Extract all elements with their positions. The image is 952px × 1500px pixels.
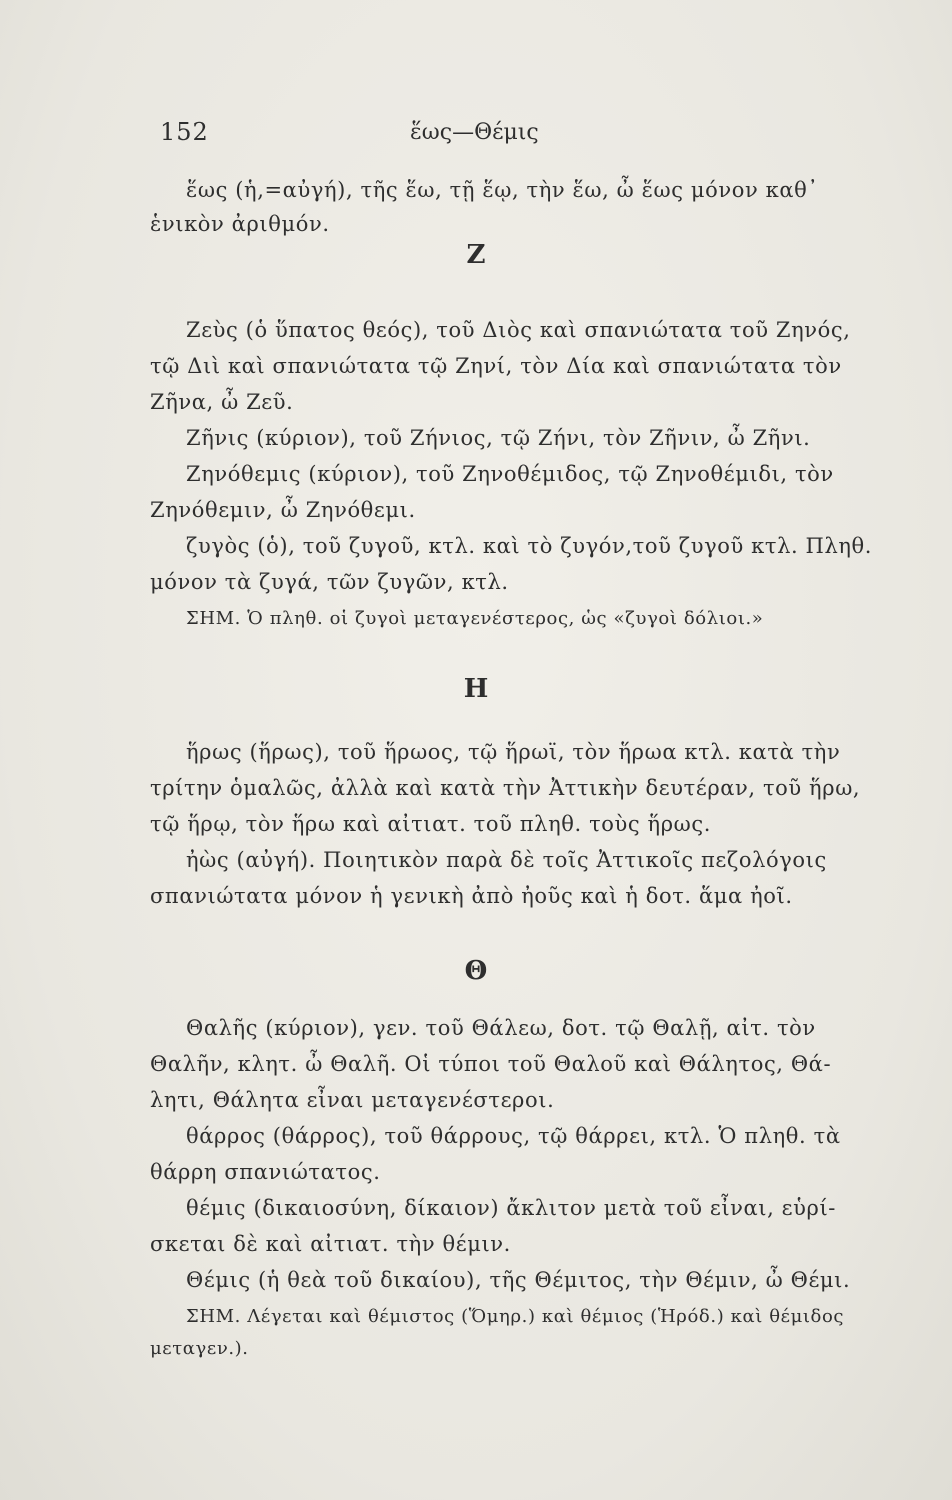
entry-line: σκεται δὲ καὶ αἰτιατ. τὴν θέμιν. [150,1232,511,1256]
page-header [160,118,860,158]
note-line: μεταγεν.). [150,1338,249,1359]
entry-line: Ζηνόθεμις (κύριον), τοῦ Ζηνοθέμιδος, τῷ Ζηνοθέμιδι, τὸν [186,462,834,486]
entry-line: Ζῆνα, ὦ Ζεῦ. [150,390,294,414]
entry-line: θάρρη σπανιώτατος. [150,1160,381,1184]
entry-line: σπανιώτατα μόνον ἡ γενικὴ ἀπὸ ἠοῦς καὶ ἡ δοτ. ἅμα ἠοῖ. [150,884,793,908]
running-head: ἕως—Θέμις [410,120,539,145]
entry-line: τῷ Διὶ καὶ σπανιώτατα τῷ Ζηνί, τὸν Δία καὶ σπανιώτατα τὸν [150,354,842,378]
section-letter-theta: Θ [464,956,488,986]
entry-line: μόνον τὰ ζυγά, τῶν ζυγῶν, κτλ. [150,570,509,594]
entry-line: Θαλῆν, κλητ. ὦ Θαλῆ. Οἱ τύποι τοῦ Θαλοῦ καὶ Θάλητος, Θά- [150,1052,832,1076]
note-line: ΣΗΜ. Λέγεται καὶ θέμιστος (Ὅμηρ.) καὶ θέμιος (Ἡρόδ.) καὶ θέμιδος [186,1306,845,1327]
entry-line: Ζεὺς (ὁ ὕπατος θεός), τοῦ Διὸς καὶ σπανιώτατα τοῦ Ζηνός, [186,318,851,342]
entry-line: θάρρος (θάρρος), τοῦ θάρρους, τῷ θάρρει, κτλ. Ὁ πληθ. τὰ [186,1124,841,1148]
entry-line: ἥρως (ἥρως), τοῦ ἥρωος, τῷ ἥρωϊ, τὸν ἥρωα κτλ. κατὰ τὴν [186,740,841,764]
entry-line: Ζῆνις (κύριον), τοῦ Ζήνιος, τῷ Ζήνι, τὸν Ζῆνιν, ὦ Ζῆνι. [186,426,811,450]
page-number: 152 [160,118,209,146]
section-letter-z: Z [466,240,486,270]
entry-line: ἕως (ἡ,=αὐγή), τῆς ἕω, τῇ ἕῳ, τὴν ἕω, ὦ ἕως μόνον καθ᾿ [186,178,819,202]
entry-line: τῷ ἥρῳ, τὸν ἥρω καὶ αἰτιατ. τοῦ πληθ. τοὺς ἥρως. [150,812,712,836]
entry-line: Θαλῆς (κύριον), γεν. τοῦ Θάλεω, δοτ. τῷ Θαλῇ, αἰτ. τὸν [186,1016,816,1040]
entry-line: Ζηνόθεμιν, ὦ Ζηνόθεμι. [150,498,416,522]
entry-line: ἠὼς (αὐγή). Ποιητικὸν παρὰ δὲ τοῖς Ἀττικοῖς πεζολόγοις [186,848,827,872]
section-letter-h: H [463,674,489,704]
entry-line: τρίτην ὁμαλῶς, ἀλλὰ καὶ κατὰ τὴν Ἀττικὴν δευτέραν, τοῦ ἥρω, [150,776,861,800]
entry-line: Θέμις (ἡ θεὰ τοῦ δικαίου), τῆς Θέμιτος, τὴν Θέμιν, ὦ Θέμι. [186,1268,851,1292]
entry-line: θέμις (δικαιοσύνη, δίκαιον) ἄκλιτον μετὰ τοῦ εἶναι, εὑρί- [186,1196,837,1220]
entry-line: λητι, Θάλητα εἶναι μεταγενέστεροι. [150,1088,555,1112]
note-line: ΣΗΜ. Ὁ πληθ. οἱ ζυγοὶ μεταγενέστερος, ὡς «ζυγοὶ δόλιοι.» [186,608,764,629]
entry-line: ζυγὸς (ὁ), τοῦ ζυγοῦ, κτλ. καὶ τὸ ζυγόν,τοῦ ζυγοῦ κτλ. Πληθ. [186,534,873,558]
entry-line: ἑνικὸν ἀριθμόν. [150,212,330,236]
